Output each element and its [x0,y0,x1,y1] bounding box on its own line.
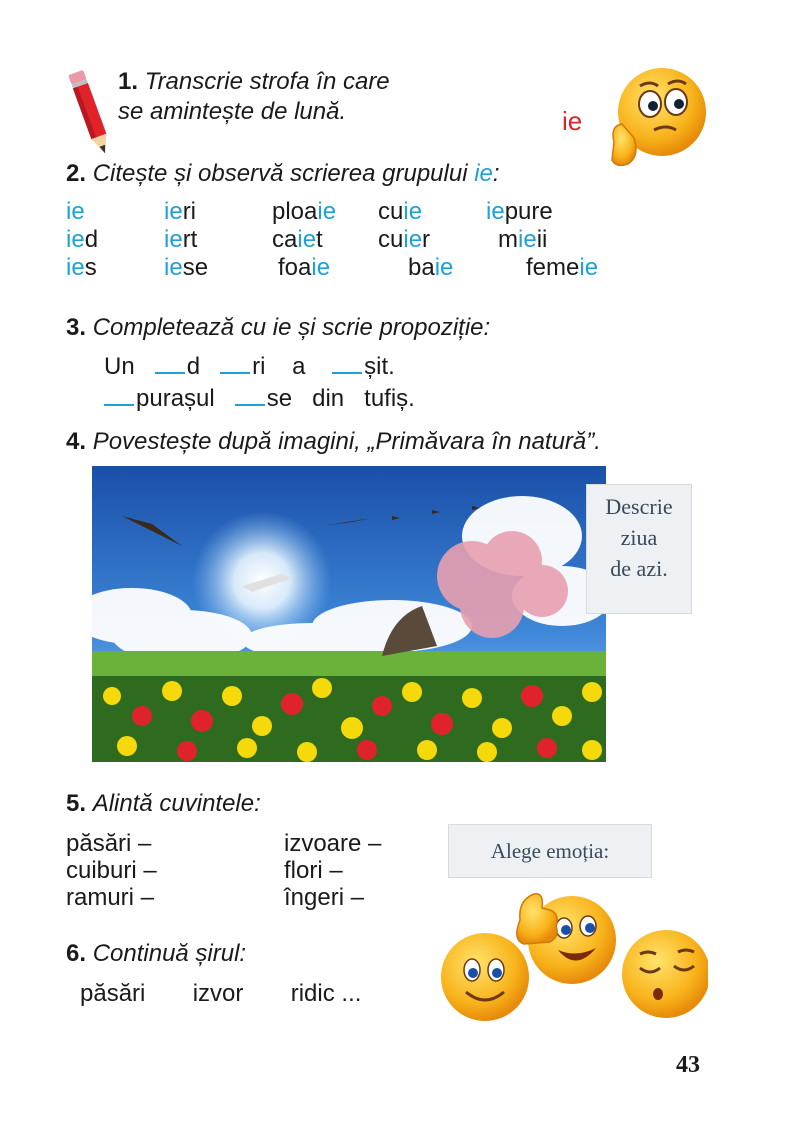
exercise-3-title [66,314,490,342]
ie-highlight: ie [434,254,454,281]
word: din [312,385,345,412]
word-item: ramuri – [66,884,155,911]
word-part: se [182,254,209,281]
word: a [292,353,306,380]
word-part: t [316,226,323,253]
word: ri [252,353,266,380]
blank[interactable] [235,384,265,406]
word: purașul [136,385,215,412]
word-part: ri [182,198,197,225]
ie-word [378,198,422,226]
word: Un [104,353,135,380]
continue-sequence-words [80,980,420,1008]
word-part: ii [536,226,548,253]
exercise-4-title [66,428,601,456]
word: d [186,353,201,380]
ie-highlight: ie [486,198,505,225]
ie-word [526,254,598,282]
ie-highlight: ie [518,226,537,253]
exercise-instruction: Continuă șirul: [92,940,247,967]
note-line: ziua [620,525,658,550]
spring-nature-image [92,466,606,762]
ie-word [498,226,547,254]
sequence-word: ridic ... [290,980,362,1007]
ie-word [66,226,98,254]
exercise-instruction: Citește și observă scrierea grupului [92,160,475,187]
ie-highlight: ie [164,226,183,253]
diminutive-column-2 [284,830,381,911]
ie-word [278,254,330,282]
word: șit. [364,353,395,380]
ie-highlight: ie [474,160,493,187]
ie-tag: ie [562,106,583,136]
exercise-instruction: Completează cu ie și scrie propoziție: [92,314,491,341]
ie-highlight: ie [403,226,423,253]
exercise-instruction: Povestește după imagini, „Primăvara în natură”. [92,428,601,455]
ie-word [66,198,85,226]
word-part: cu [378,226,404,253]
ie-highlight: ie [579,254,599,281]
word-item: flori – [284,857,343,884]
word-part: s [84,254,97,281]
ie-highlight: ie [311,254,331,281]
word-part: feme [526,254,580,281]
exercise-5-title [66,790,261,818]
word: tufiș. [364,385,415,412]
word: se [266,385,293,412]
ie-word [408,254,453,282]
word-part: rt [182,226,198,253]
ie-highlight: ie [297,226,317,253]
colon: : [492,160,500,187]
ie-word [486,198,553,226]
word-item: îngeri – [284,884,365,911]
word-part: m [498,226,518,253]
exercise-instruction: Transcrie strofa în care [144,68,390,95]
ie-word [66,254,97,282]
fill-sentence-1 [104,352,395,381]
blank[interactable] [155,352,185,374]
describe-day-note [586,484,692,614]
ie-word [164,198,196,226]
blank[interactable] [104,384,134,406]
ie-highlight: ie [164,198,183,225]
exercise-number: 1. [118,68,139,95]
blank[interactable] [220,352,250,374]
word-part: pure [504,198,553,225]
exercise-number: 5. [66,790,87,817]
exercise-1-line2: se amintește de lună. [118,98,347,125]
exercise-number: 6. [66,940,87,967]
pencil-icon [66,64,114,160]
exercise-number: 2. [66,160,87,187]
pensive-emoji-icon[interactable] [618,924,708,1020]
ie-highlight: ie [164,254,183,281]
ie-highlight: ie [66,226,85,253]
sequence-word: izvor [192,980,244,1007]
exercise-number: 4. [66,428,87,455]
ie-highlight: ie [66,254,85,281]
sequence-word: păsări [80,980,146,1007]
ie-highlight: ie [403,198,423,225]
word-item: izvoare – [284,830,382,857]
word-item: păsări – [66,830,152,857]
ie-word [378,226,430,254]
page-number: 43 [676,1052,700,1078]
ie-word [164,254,208,282]
word-part: cu [378,198,404,225]
exercise-2-title [66,160,500,188]
ie-highlight: ie [317,198,337,225]
note-line: Descrie [605,494,673,519]
fill-sentence-2 [104,384,415,413]
ie-word [272,198,336,226]
thinking-emoji-icon [600,64,710,179]
word-part: foa [278,254,312,281]
word-part: ca [272,226,298,253]
diminutive-column-1 [66,830,157,911]
note-line: de azi. [610,556,668,581]
ie-word [272,226,323,254]
blank[interactable] [332,352,362,374]
exercise-6-title [66,940,246,968]
word-part: ploa [272,198,318,225]
word-item: cuiburi – [66,857,157,884]
exercise-1-line1 [118,68,390,96]
exercise-instruction: Alintă cuvintele: [92,790,261,817]
ie-word [164,226,197,254]
thumbs-up-emoji-icon[interactable] [500,880,620,990]
exercise-number: 3. [66,314,87,341]
word-part: r [422,226,431,253]
ie-highlight: ie [66,198,85,225]
word-part: ba [408,254,435,281]
choose-emotion-label: Alege emoția: [448,824,652,878]
word-part: d [84,226,99,253]
